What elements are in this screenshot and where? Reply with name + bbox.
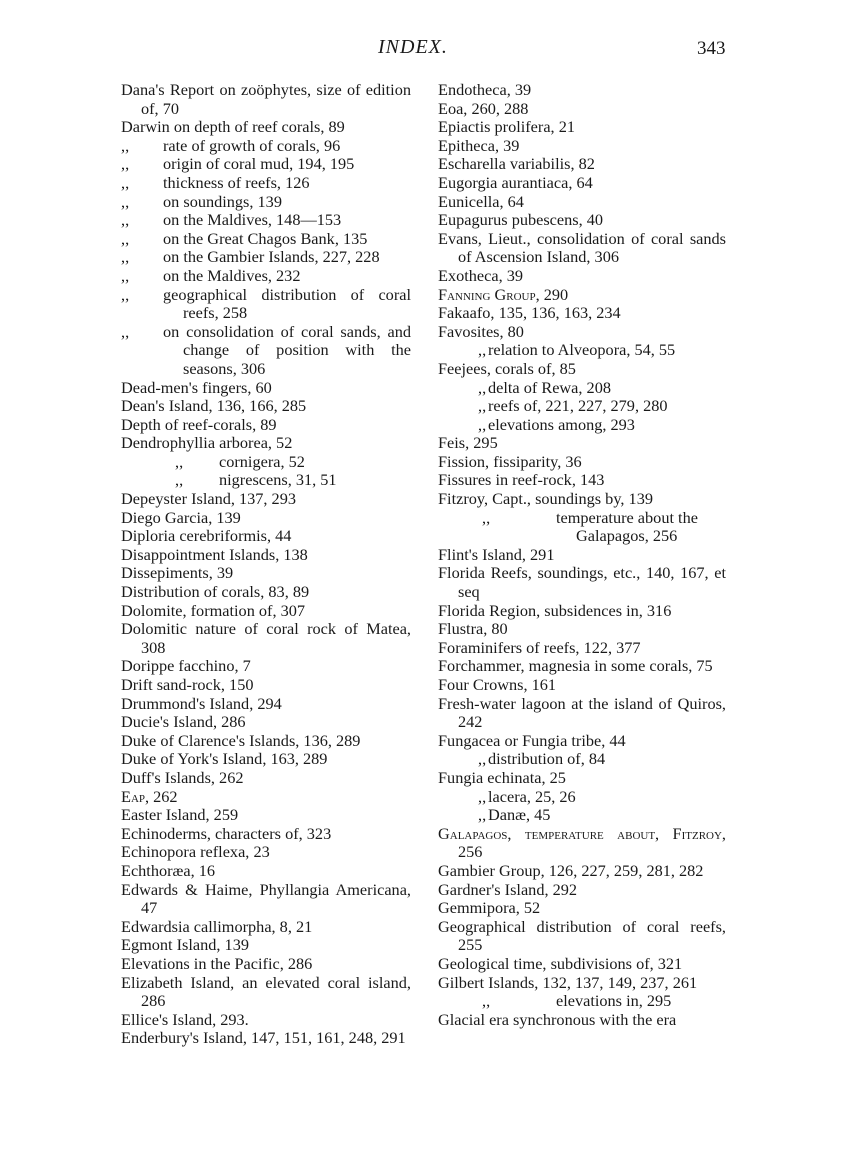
- index-entry: [121, 118, 411, 137]
- index-entry-text: Feis, 295: [438, 433, 498, 453]
- index-entry: [121, 527, 411, 546]
- index-entry-text: on consolidation of coral sands, and change of position with the seasons, 306: [163, 321, 411, 378]
- index-entry-text: Danæ, 45: [488, 805, 551, 825]
- index-entry-text: Ellice's Island, 293.: [121, 1009, 249, 1029]
- index-entry: [438, 918, 726, 955]
- index-entry-text: Easter Island, 259: [121, 805, 239, 825]
- index-entry: [121, 248, 411, 267]
- index-entry: [438, 360, 726, 379]
- index-entry-text: Evans, Lieut., consolidation of coral sands of Ascension Island, 306: [438, 228, 726, 267]
- index-entry-text: Eap, 262: [121, 786, 178, 806]
- index-entry: [438, 955, 726, 974]
- index-entry-text: on the Gambier Islands, 227, 228: [163, 247, 380, 267]
- index-entry-text: nigrescens, 31, 51: [219, 470, 337, 490]
- index-entry-text: Dolomite, formation of, 307: [121, 600, 306, 620]
- index-entry: [438, 211, 726, 230]
- index-entry-text: Dorippe facchino, 7: [121, 656, 251, 676]
- index-entry: [438, 974, 726, 993]
- page-title: INDEX.: [378, 36, 448, 58]
- index-entry: [438, 862, 726, 881]
- index-entry: [121, 955, 411, 974]
- ditto-mark: ,,: [121, 135, 130, 155]
- index-entry-text: Flustra, 80: [438, 619, 508, 639]
- index-entry: [438, 100, 726, 119]
- index-entry: [121, 1029, 411, 1048]
- index-entry-text: Endotheca, 39: [438, 80, 532, 99]
- index-entry-text: Distribution of corals, 83, 89: [121, 582, 310, 602]
- ditto-mark: ,,: [478, 749, 487, 769]
- index-entry: [438, 193, 726, 212]
- page-number: 343: [697, 38, 726, 59]
- index-entry: [438, 732, 726, 751]
- page-header: [0, 36, 850, 66]
- index-entry-text: Fanning Group, 290: [438, 284, 569, 304]
- index-entry: [438, 490, 726, 509]
- index-entry-text: thickness of reefs, 126: [163, 172, 310, 192]
- index-entry: [121, 471, 411, 490]
- index-entry: [121, 732, 411, 751]
- index-entry: [121, 490, 411, 509]
- index-entry-text: Geological time, subdivisions of, 321: [438, 953, 683, 973]
- index-entry: [438, 81, 726, 100]
- index-entry-text: Geographical distribution of coral reefs, 255: [438, 916, 726, 955]
- index-entry: [438, 137, 726, 156]
- index-entry-text: Four Crowns, 161: [438, 675, 557, 694]
- index-entry: [438, 676, 726, 695]
- index-entry-text: on the Maldives, 148—153: [163, 210, 342, 230]
- index-entry-text: Feejees, corals of, 85: [438, 358, 576, 378]
- index-entry: [121, 155, 411, 174]
- index-entry-text: Fungacea or Fungia tribe, 44: [438, 730, 626, 750]
- index-entry-text: Fission, fissiparity, 36: [438, 451, 582, 471]
- index-entry-text: Disappointment Islands, 138: [121, 544, 308, 564]
- ditto-mark: ,,: [478, 786, 487, 806]
- index-entry: [121, 862, 411, 881]
- index-entry-text: lacera, 25, 26: [488, 786, 576, 806]
- index-entry-text: Elizabeth Island, an elevated coral island, 286: [121, 972, 411, 1011]
- ditto-mark: ,,: [121, 284, 130, 304]
- index-column-right: [438, 81, 726, 1029]
- index-entry-text: Fissures in reef-rock, 143: [438, 470, 605, 490]
- index-entry-text: Edwards & Haime, Phyllangia Americana, 47: [121, 879, 411, 918]
- index-entry: [121, 918, 411, 937]
- index-entry-text: Favosites, 80: [438, 321, 524, 341]
- index-entry-text: Echinopora reflexa, 23: [121, 842, 270, 862]
- index-entry-text: Diego Garcia, 139: [121, 507, 241, 527]
- index-entry: [121, 843, 411, 862]
- index-entry: [438, 1011, 726, 1030]
- index-entry-text: on the Maldives, 232: [163, 265, 301, 285]
- index-entry-text: Egmont Island, 139: [121, 935, 249, 955]
- index-entry-text: Escharella variabilis, 82: [438, 154, 595, 174]
- index-entry-text: Galapagos, temperature about, Fitzroy, 256: [438, 823, 726, 862]
- index-entry-text: Elevations in the Pacific, 286: [121, 953, 313, 973]
- ditto-mark: ,,: [478, 805, 487, 825]
- ditto-mark: ,,: [175, 451, 184, 471]
- index-entry: [438, 806, 726, 825]
- index-entry-text: Flint's Island, 291: [438, 544, 555, 564]
- index-entry: [438, 434, 726, 453]
- index-entry-text: Edwardsia callimorpha, 8, 21: [121, 916, 313, 936]
- index-entry: [121, 806, 411, 825]
- index-entry-text: Forchammer, magnesia in some corals, 75: [438, 656, 713, 676]
- index-entry: [438, 397, 726, 416]
- index-entry: [438, 155, 726, 174]
- index-entry-text: elevations in, 295: [556, 991, 672, 1011]
- index-entry-text: Gemmipora, 52: [438, 898, 541, 918]
- index-entry-text: Duke of Clarence's Islands, 136, 289: [121, 730, 361, 750]
- ditto-mark: ,,: [478, 396, 487, 416]
- index-entry: [121, 416, 411, 435]
- index-entry: [121, 713, 411, 732]
- index-entry: [121, 286, 411, 323]
- index-entry: [121, 230, 411, 249]
- index-entry-text: Ducie's Island, 286: [121, 712, 246, 732]
- index-entry-text: Duff's Islands, 262: [121, 767, 244, 787]
- index-entry-text: Dendrophyllia arborea, 52: [121, 433, 293, 453]
- index-entry-text: Depeyster Island, 137, 293: [121, 489, 296, 509]
- index-entry: [438, 639, 726, 658]
- ditto-mark: ,,: [482, 991, 491, 1011]
- index-entry-text: elevations among, 293: [488, 414, 635, 434]
- index-entry: [121, 881, 411, 918]
- index-entry-text: Darwin on depth of reef corals, 89: [121, 117, 345, 137]
- ditto-mark: ,,: [478, 414, 487, 434]
- index-entry-text: cornigera, 52: [219, 451, 305, 471]
- index-entry: [121, 750, 411, 769]
- index-entry: [438, 899, 726, 918]
- index-entry-text: Eupagurus pubescens, 40: [438, 210, 604, 230]
- index-entry-text: distribution of, 84: [488, 749, 606, 769]
- index-entry-text: Drummond's Island, 294: [121, 693, 282, 713]
- index-column-left: [121, 81, 411, 1048]
- index-entry-text: origin of coral mud, 194, 195: [163, 154, 355, 174]
- ditto-mark: ,,: [175, 470, 184, 490]
- index-entry-text: Eoa, 260, 288: [438, 98, 529, 118]
- ditto-mark: ,,: [121, 265, 130, 285]
- index-entry: [121, 174, 411, 193]
- ditto-mark: ,,: [121, 210, 130, 230]
- index-entry: [121, 788, 411, 807]
- index-entry: [438, 750, 726, 769]
- ditto-mark: ,,: [121, 228, 130, 248]
- index-entry: [121, 379, 411, 398]
- index-entry: [438, 286, 726, 305]
- index-entry-text: Diploria cerebriformis, 44: [121, 526, 292, 546]
- index-entry-text: Dana's Report on zoöphytes, size of edition of, 70: [121, 80, 411, 118]
- index-entry: [121, 211, 411, 230]
- index-entry: [121, 323, 411, 379]
- index-entry-text: Duke of York's Island, 163, 289: [121, 749, 328, 769]
- index-entry: [121, 583, 411, 602]
- index-entry: [438, 695, 726, 732]
- index-entry: [121, 137, 411, 156]
- index-entry: [438, 267, 726, 286]
- index-entry: [438, 992, 726, 1011]
- index-entry: [121, 602, 411, 621]
- ditto-mark: ,,: [478, 340, 487, 360]
- index-entry: [121, 397, 411, 416]
- index-entry-text: Eunicella, 64: [438, 191, 524, 211]
- ditto-mark: ,,: [121, 172, 130, 192]
- ditto-mark: ,,: [482, 507, 491, 527]
- index-entry: [121, 193, 411, 212]
- index-entry-text: Echinoderms, characters of, 323: [121, 823, 332, 843]
- index-entry-text: Exotheca, 39: [438, 265, 523, 285]
- index-entry: [121, 676, 411, 695]
- index-entry-text: Fresh-water lagoon at the island of Quiros, 242: [438, 693, 726, 732]
- index-entry-text: Enderbury's Island, 147, 151, 161, 248, 291: [121, 1028, 406, 1048]
- index-entry-text: geographical distribution of coral reefs, 258: [163, 284, 411, 323]
- index-entry: [121, 434, 411, 453]
- index-entry: [438, 230, 726, 267]
- index-entry: [121, 825, 411, 844]
- index-entry-text: Depth of reef-corals, 89: [121, 414, 277, 434]
- index-entry-text: Fakaafo, 135, 136, 163, 234: [438, 303, 621, 323]
- index-entry: [121, 769, 411, 788]
- ditto-mark: ,,: [121, 247, 130, 267]
- index-entry-text: Gambier Group, 126, 227, 259, 281, 282: [438, 860, 704, 880]
- index-entry: [438, 304, 726, 323]
- index-entry-text: Glacial era synchronous with the era: [438, 1009, 677, 1029]
- index-entry-text: on the Great Chagos Bank, 135: [163, 228, 368, 248]
- index-entry: [438, 620, 726, 639]
- index-entry: [121, 509, 411, 528]
- index-entry-text: Eugorgia aurantiaca, 64: [438, 172, 593, 192]
- index-entry: [438, 546, 726, 565]
- index-entry: [121, 936, 411, 955]
- index-entry-text: Dead-men's fingers, 60: [121, 377, 272, 397]
- index-entry: [438, 564, 726, 601]
- ditto-mark: ,,: [121, 191, 130, 211]
- index-entry: [438, 174, 726, 193]
- index-entry-text: Gilbert Islands, 132, 137, 149, 237, 261: [438, 972, 698, 992]
- ditto-mark: ,,: [478, 377, 487, 397]
- index-entry-text: temperature about the Galapagos, 256: [556, 507, 698, 546]
- ditto-mark: ,,: [121, 154, 130, 174]
- index-entry-text: Epiactis prolifera, 21: [438, 117, 575, 137]
- index-entry: [438, 416, 726, 435]
- index-entry-text: Gardner's Island, 292: [438, 879, 578, 899]
- index-entry: [438, 509, 726, 546]
- index-entry: [438, 471, 726, 490]
- index-entry: [121, 453, 411, 472]
- index-entry-text: Dean's Island, 136, 166, 285: [121, 396, 307, 416]
- index-entry-text: Dolomitic nature of coral rock of Matea, 308: [121, 619, 411, 657]
- index-entry: [121, 1011, 411, 1030]
- index-entry-text: delta of Rewa, 208: [488, 377, 611, 397]
- index-entry: [121, 657, 411, 676]
- index-entry: [438, 379, 726, 398]
- index-entry-text: Foraminifers of reefs, 122, 377: [438, 637, 641, 657]
- index-entry-text: Fitzroy, Capt., soundings by, 139: [438, 489, 653, 509]
- index-entry: [438, 341, 726, 360]
- index-entry-text: Florida Reefs, soundings, etc., 140, 167, et seq: [438, 563, 726, 602]
- index-entry-text: Echthoræa, 16: [121, 860, 216, 880]
- index-entry: [438, 769, 726, 788]
- index-entry-text: relation to Alveopora, 54, 55: [488, 340, 676, 360]
- index-entry-text: Epitheca, 39: [438, 135, 520, 155]
- index-entry: [438, 602, 726, 621]
- index-entry: [438, 788, 726, 807]
- index-entry: [121, 546, 411, 565]
- index-entry: [121, 695, 411, 714]
- index-entry-text: on soundings, 139: [163, 191, 282, 211]
- index-entry: [438, 657, 726, 676]
- index-entry: [438, 825, 726, 862]
- index-entry: [121, 81, 411, 118]
- index-entry: [121, 620, 411, 657]
- index-entry-text: Drift sand-rock, 150: [121, 675, 254, 694]
- index-entry-text: Dissepiments, 39: [121, 563, 234, 583]
- index-entry: [121, 267, 411, 286]
- index-entry-text: reefs of, 221, 227, 279, 280: [488, 396, 668, 416]
- index-entry: [438, 881, 726, 900]
- index-entry-text: Florida Region, subsidences in, 316: [438, 600, 672, 620]
- ditto-mark: ,,: [121, 321, 130, 341]
- index-entry-text: rate of growth of corals, 96: [163, 135, 341, 155]
- index-entry: [438, 323, 726, 342]
- index-entry: [121, 974, 411, 1011]
- index-entry: [121, 564, 411, 583]
- index-entry-text: Fungia echinata, 25: [438, 767, 566, 787]
- index-entry: [438, 118, 726, 137]
- index-entry: [438, 453, 726, 472]
